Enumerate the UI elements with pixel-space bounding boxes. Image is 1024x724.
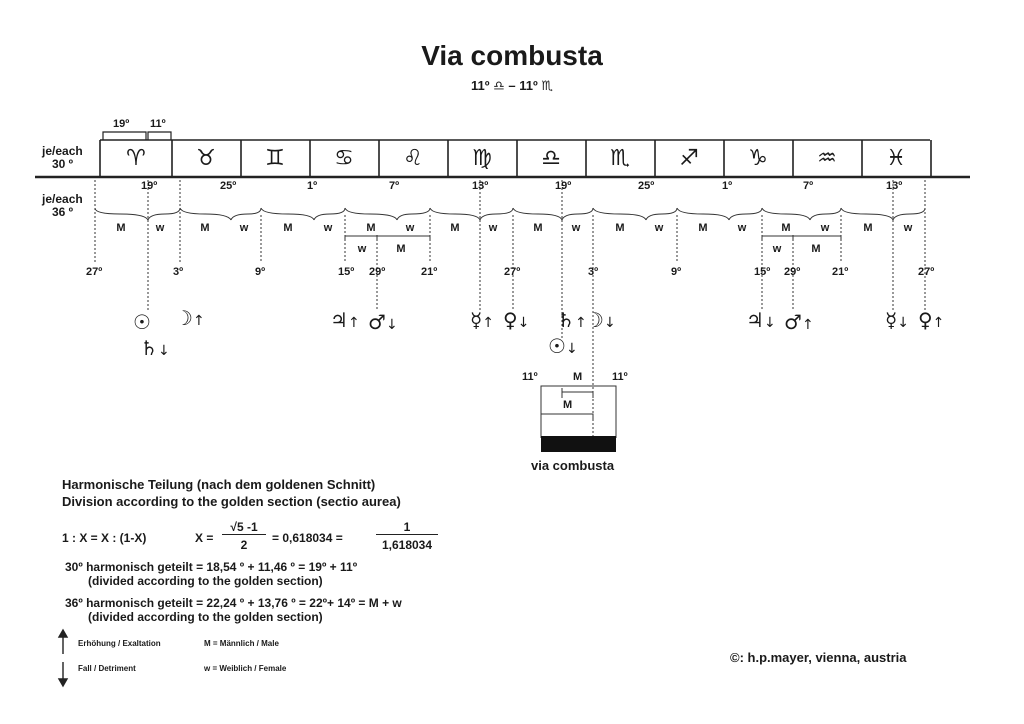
fall-arrow-icon: ↓ bbox=[565, 341, 578, 357]
page-title: Via combusta bbox=[421, 40, 603, 71]
mw-label: w bbox=[323, 222, 333, 234]
mw-label: w bbox=[571, 222, 581, 234]
exaltation-arrow-icon: ↑ bbox=[574, 315, 587, 331]
exaltation-arrow-icon: ↑ bbox=[347, 315, 360, 331]
sign-taurus: ♉ bbox=[196, 146, 216, 171]
heading-english: Division according to the golden section (sectio aurea) bbox=[62, 494, 401, 509]
legend-female: w = Weiblich / Female bbox=[204, 664, 287, 673]
via-left-degree: 11º bbox=[522, 371, 538, 383]
legend-exaltation: Erhöhung / Exaltation bbox=[78, 639, 161, 648]
fall-arrow-icon: ↓ bbox=[897, 315, 910, 331]
deg-r1: 25º bbox=[638, 180, 655, 192]
saturn-icon: ♄↑ bbox=[557, 308, 587, 332]
mw-label: M bbox=[533, 222, 543, 234]
equation-denominator-2: 1,618034 bbox=[381, 538, 433, 552]
sun-icon: ☉↓ bbox=[548, 334, 578, 358]
line-36-note: (divided according to the golden section) bbox=[88, 610, 323, 624]
deg-r3: 9º bbox=[255, 266, 266, 278]
mw-inner-label: w bbox=[357, 243, 367, 255]
deg-r3: 27º bbox=[504, 266, 521, 278]
sign-gemini: ♊ bbox=[265, 146, 285, 171]
via-combusta-label: via combusta bbox=[531, 458, 615, 473]
exaltation-arrow-icon: ↑ bbox=[801, 317, 814, 333]
mw-inner-label: M bbox=[396, 243, 406, 255]
exaltation-arrow-icon: ↑ bbox=[932, 315, 945, 331]
line-30-note: (divided according to the golden section) bbox=[88, 574, 323, 588]
sign-virgo: ♍ bbox=[472, 146, 492, 171]
fall-arrow-icon: ↓ bbox=[517, 315, 530, 331]
mw-label: M bbox=[863, 222, 873, 234]
mw-label: M bbox=[698, 222, 708, 234]
exaltation-arrow-icon: ↑ bbox=[482, 315, 495, 331]
mw-label: M bbox=[615, 222, 625, 234]
deg-r3: 29º bbox=[369, 266, 386, 278]
deg-r3: 9º bbox=[671, 266, 682, 278]
fall-arrow-icon: ↓ bbox=[603, 315, 616, 331]
moon-icon: ☽↓ bbox=[586, 308, 616, 332]
deg-r1: 1º bbox=[307, 180, 318, 192]
mw-label: w bbox=[737, 222, 747, 234]
mercury-icon: ☿↓ bbox=[885, 308, 910, 332]
mw-label: w bbox=[820, 222, 830, 234]
moon-icon: ☽↑ bbox=[175, 306, 205, 330]
exaltation-arrow-icon: ↑ bbox=[192, 313, 205, 329]
deg-r3: 29º bbox=[784, 266, 801, 278]
deg-r1: 7º bbox=[389, 180, 400, 192]
label-36-line1: je/each bbox=[42, 192, 83, 206]
legend-fall: Fall / Detriment bbox=[78, 664, 136, 673]
deg-r1: 19º bbox=[141, 180, 158, 192]
sign-capricorn: ♑ bbox=[748, 146, 768, 171]
mw-label: w bbox=[405, 222, 415, 234]
equation-numerator: √5 -1 bbox=[222, 520, 266, 535]
deg-r3: 21º bbox=[832, 266, 849, 278]
deg-r3: 3º bbox=[173, 266, 184, 278]
deg-r1: 1º bbox=[722, 180, 733, 192]
mw-label: M bbox=[450, 222, 460, 234]
heading-german: Harmonische Teilung (nach dem goldenen Schnitt) bbox=[62, 477, 376, 492]
via-m-lower: M bbox=[563, 399, 573, 411]
deg-r1: 19º bbox=[555, 180, 572, 192]
deg-r1: 13º bbox=[886, 180, 903, 192]
mars-icon: ♂↑ bbox=[784, 310, 814, 334]
deg-r3: 21º bbox=[421, 266, 438, 278]
mw-inner-label: M bbox=[811, 243, 821, 255]
via-combusta-bar bbox=[541, 436, 616, 452]
label-36-line2: 36 º bbox=[52, 205, 74, 219]
deg-r3: 27º bbox=[918, 266, 935, 278]
mw-label: w bbox=[488, 222, 498, 234]
mw-inner-label: w bbox=[772, 243, 782, 255]
mw-label: M bbox=[781, 222, 791, 234]
sun-icon: ☉ bbox=[133, 310, 151, 334]
label-30-line2: 30 º bbox=[52, 157, 74, 171]
mw-label: M bbox=[366, 222, 376, 234]
legend-male: M = Männlich / Male bbox=[204, 639, 279, 648]
deg-r3: 15º bbox=[754, 266, 771, 278]
saturn-icon: ♄↓ bbox=[140, 336, 170, 360]
mw-label: w bbox=[903, 222, 913, 234]
line-36-degrees: 36º harmonisch geteilt = 22,24 º + 13,76 º = 22º+ 14º = M + w bbox=[65, 596, 402, 610]
mw-label: w bbox=[239, 222, 249, 234]
mw-label: M bbox=[200, 222, 210, 234]
fall-arrow-icon: ↓ bbox=[157, 343, 170, 359]
deg-r1: 13º bbox=[472, 180, 489, 192]
deg-r3: 15º bbox=[338, 266, 355, 278]
mercury-icon: ☿↑ bbox=[470, 308, 495, 332]
equation-x: X = bbox=[195, 531, 214, 545]
deg-r3: 3º bbox=[588, 266, 599, 278]
venus-icon: ♀↑ bbox=[918, 308, 945, 332]
label-30-line1: je/each bbox=[42, 144, 83, 158]
mw-label: M bbox=[283, 222, 293, 234]
equation-proportion: 1 : X = X : (1-X) bbox=[62, 531, 147, 545]
mw-label: w bbox=[155, 222, 165, 234]
via-right-degree: 11º bbox=[612, 371, 628, 383]
deg-r1: 7º bbox=[803, 180, 814, 192]
equation-denominator: 2 bbox=[240, 538, 248, 552]
mw-label: M bbox=[116, 222, 126, 234]
bracket-11: 11º bbox=[150, 118, 166, 130]
sign-aries: ♈ bbox=[126, 146, 146, 171]
deg-r1: 25º bbox=[220, 180, 237, 192]
sign-sagittarius: ♐ bbox=[679, 146, 699, 171]
venus-icon: ♀↓ bbox=[503, 308, 530, 332]
line-30-degrees: 30º harmonisch geteilt = 18,54 º + 11,46 º = 19º + 11º bbox=[65, 560, 358, 574]
sign-scorpio: ♏ bbox=[610, 146, 630, 171]
jupiter-icon: ♃↑ bbox=[330, 308, 360, 332]
page-subtitle: 11º ♎ – 11º ♏ bbox=[471, 78, 553, 93]
sign-pisces: ♓ bbox=[886, 146, 906, 171]
sign-leo: ♌ bbox=[403, 146, 423, 171]
deg-r3: 27º bbox=[86, 266, 103, 278]
fall-arrow-icon: ↓ bbox=[763, 315, 776, 331]
sign-libra: ♎ bbox=[541, 146, 561, 171]
mars-icon: ♂↓ bbox=[368, 310, 398, 334]
sign-aquarius: ♒ bbox=[817, 146, 837, 171]
mw-label: w bbox=[654, 222, 664, 234]
jupiter-icon: ♃↓ bbox=[746, 308, 776, 332]
equation-value: = 0,618034 = bbox=[272, 531, 343, 545]
sign-cancer: ♋ bbox=[334, 146, 354, 171]
fall-arrow-icon: ↓ bbox=[385, 317, 398, 333]
bracket-19: 19º bbox=[113, 118, 130, 130]
via-m-upper: M bbox=[573, 371, 583, 383]
copyright-notice: ©: h.p.mayer, vienna, austria bbox=[730, 650, 907, 665]
equation-numerator-2: 1 bbox=[376, 520, 438, 535]
